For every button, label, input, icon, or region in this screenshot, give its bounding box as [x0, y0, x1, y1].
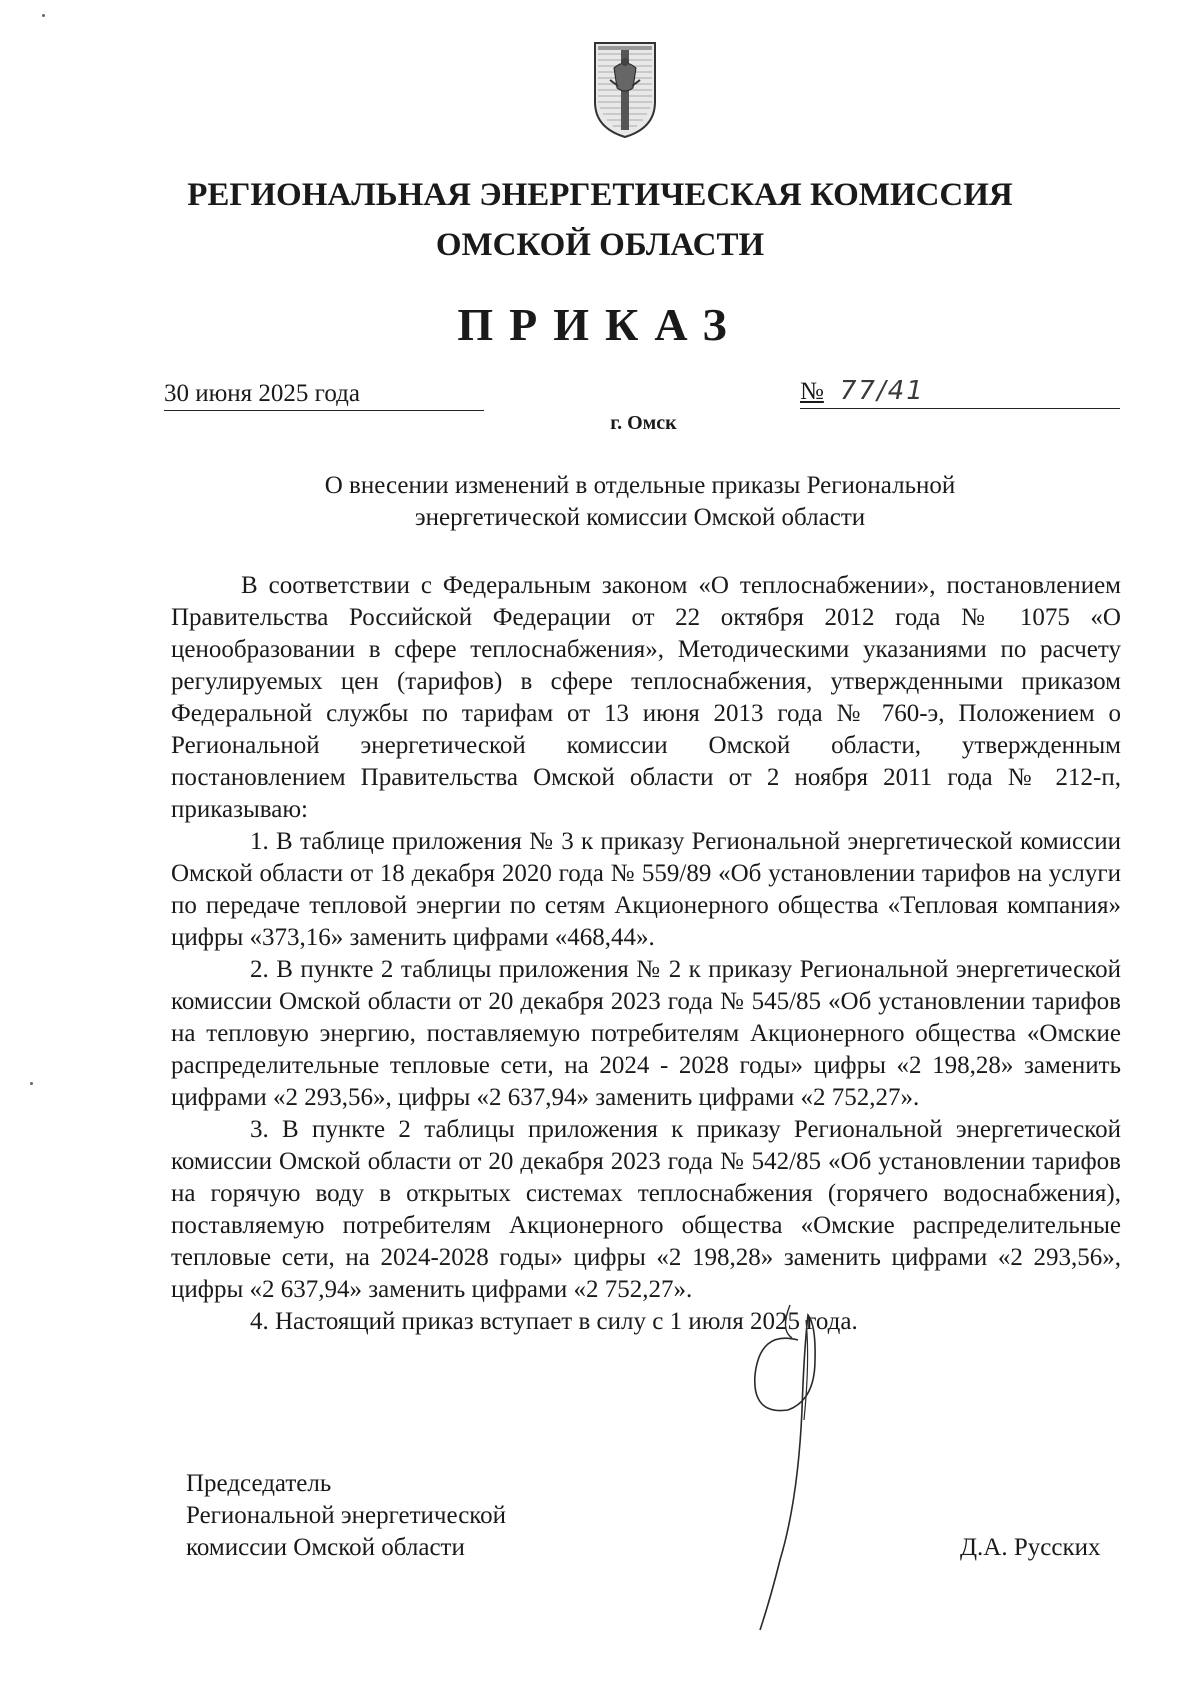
order-item-4: 4. Настоящий приказ вступает в силу с 1 июля 2025 года. — [250, 1308, 858, 1335]
subject-line1: О внесении изменений в отдельные приказы Региональной — [324, 472, 956, 499]
number-label: № — [800, 378, 824, 405]
signer-position-line3: комиссии Омской области — [186, 1534, 465, 1561]
handwritten-number: 77/41 — [839, 376, 925, 406]
city-name: г. Омск — [610, 412, 677, 434]
document-body — [171, 570, 1121, 1338]
organization-name-line1: РЕГИОНАЛЬНАЯ ЭНЕРГЕТИЧЕСКАЯ КОМИССИЯ — [187, 177, 1013, 213]
handwritten-signature — [720, 1300, 870, 1640]
document-date: 30 июня 2025 года — [164, 380, 484, 411]
subject-line2: энергетической комиссии Омской области — [414, 504, 866, 531]
signer-position-line1: Председатель — [186, 1470, 332, 1497]
scan-mark — [42, 14, 45, 17]
organization-name-line2: ОМСКОЙ ОБЛАСТИ — [435, 227, 765, 263]
scan-mark — [30, 1082, 33, 1085]
document-type-title: ПРИКАЗ — [457, 299, 743, 350]
document-number — [800, 376, 1120, 409]
signer-name: Д.А. Русских — [960, 1534, 1101, 1561]
order-item-1: 1. В таблице приложения № 3 к приказу Региональной энергетической комиссии Омской области от 18 декабря 2020 года № 559/89 «Об установлении тарифов на услуги по передаче тепловой энергии по сетям Акционерного общества «Тепловая компания» цифры «373,16» заменить цифрами «468,44». — [171, 828, 1121, 951]
order-item-2: 2. В пункте 2 таблицы приложения № 2 к приказу Региональной энергетической комиссии Омской области от 20 декабря 2023 года № 545/85 «Об установлении тарифов на тепловую энергию, поставляемую потребителям Акционерного общества «Омские распределительные тепловые сети, на 2024 - 2028 годы» цифры «2 198,28» заменить цифрами «2 293,56», цифры «2 637,94» заменить цифрами «2 752,27». — [171, 956, 1121, 1111]
document-subject — [260, 470, 1020, 534]
signer-position-line2: Региональной энергетической — [186, 1502, 507, 1529]
order-item-3: 3. В пункте 2 таблицы приложения к приказу Региональной энергетической комиссии Омской области от 20 декабря 2023 года № 542/85 «Об установлении тарифов на горячую воду в открытых системах теплоснабжения (горячего водоснабжения), поставляемую потребителям Акционерного общества «Омские распределительные тепловые сети, на 2024-2028 годы» цифры «2 198,28» заменить цифрами «2 293,56», цифры «2 637,94» заменить цифрами «2 752,27». — [171, 1116, 1121, 1303]
coat-of-arms-emblem — [592, 40, 658, 140]
preamble-paragraph: В соответствии с Федеральным законом «О теплоснабжении», постановлением Правительства Российской Федерации от 22 октября 2012 года № 1075 «О ценообразовании в сфере теплоснабжения», Методическими указаниями по расчету регулируемых цен (тарифов) в сфере теплоснабжения, утвержденными приказом Федеральной службы по тарифам от 13 июня 2013 года № 760-э, Положением о Региональной энергетической комиссии Омской области, утвержденным постановлением Правительства Омской области от 2 ноября 2011 года № 212-п, приказываю: — [171, 572, 1121, 823]
signer-position — [186, 1468, 506, 1564]
